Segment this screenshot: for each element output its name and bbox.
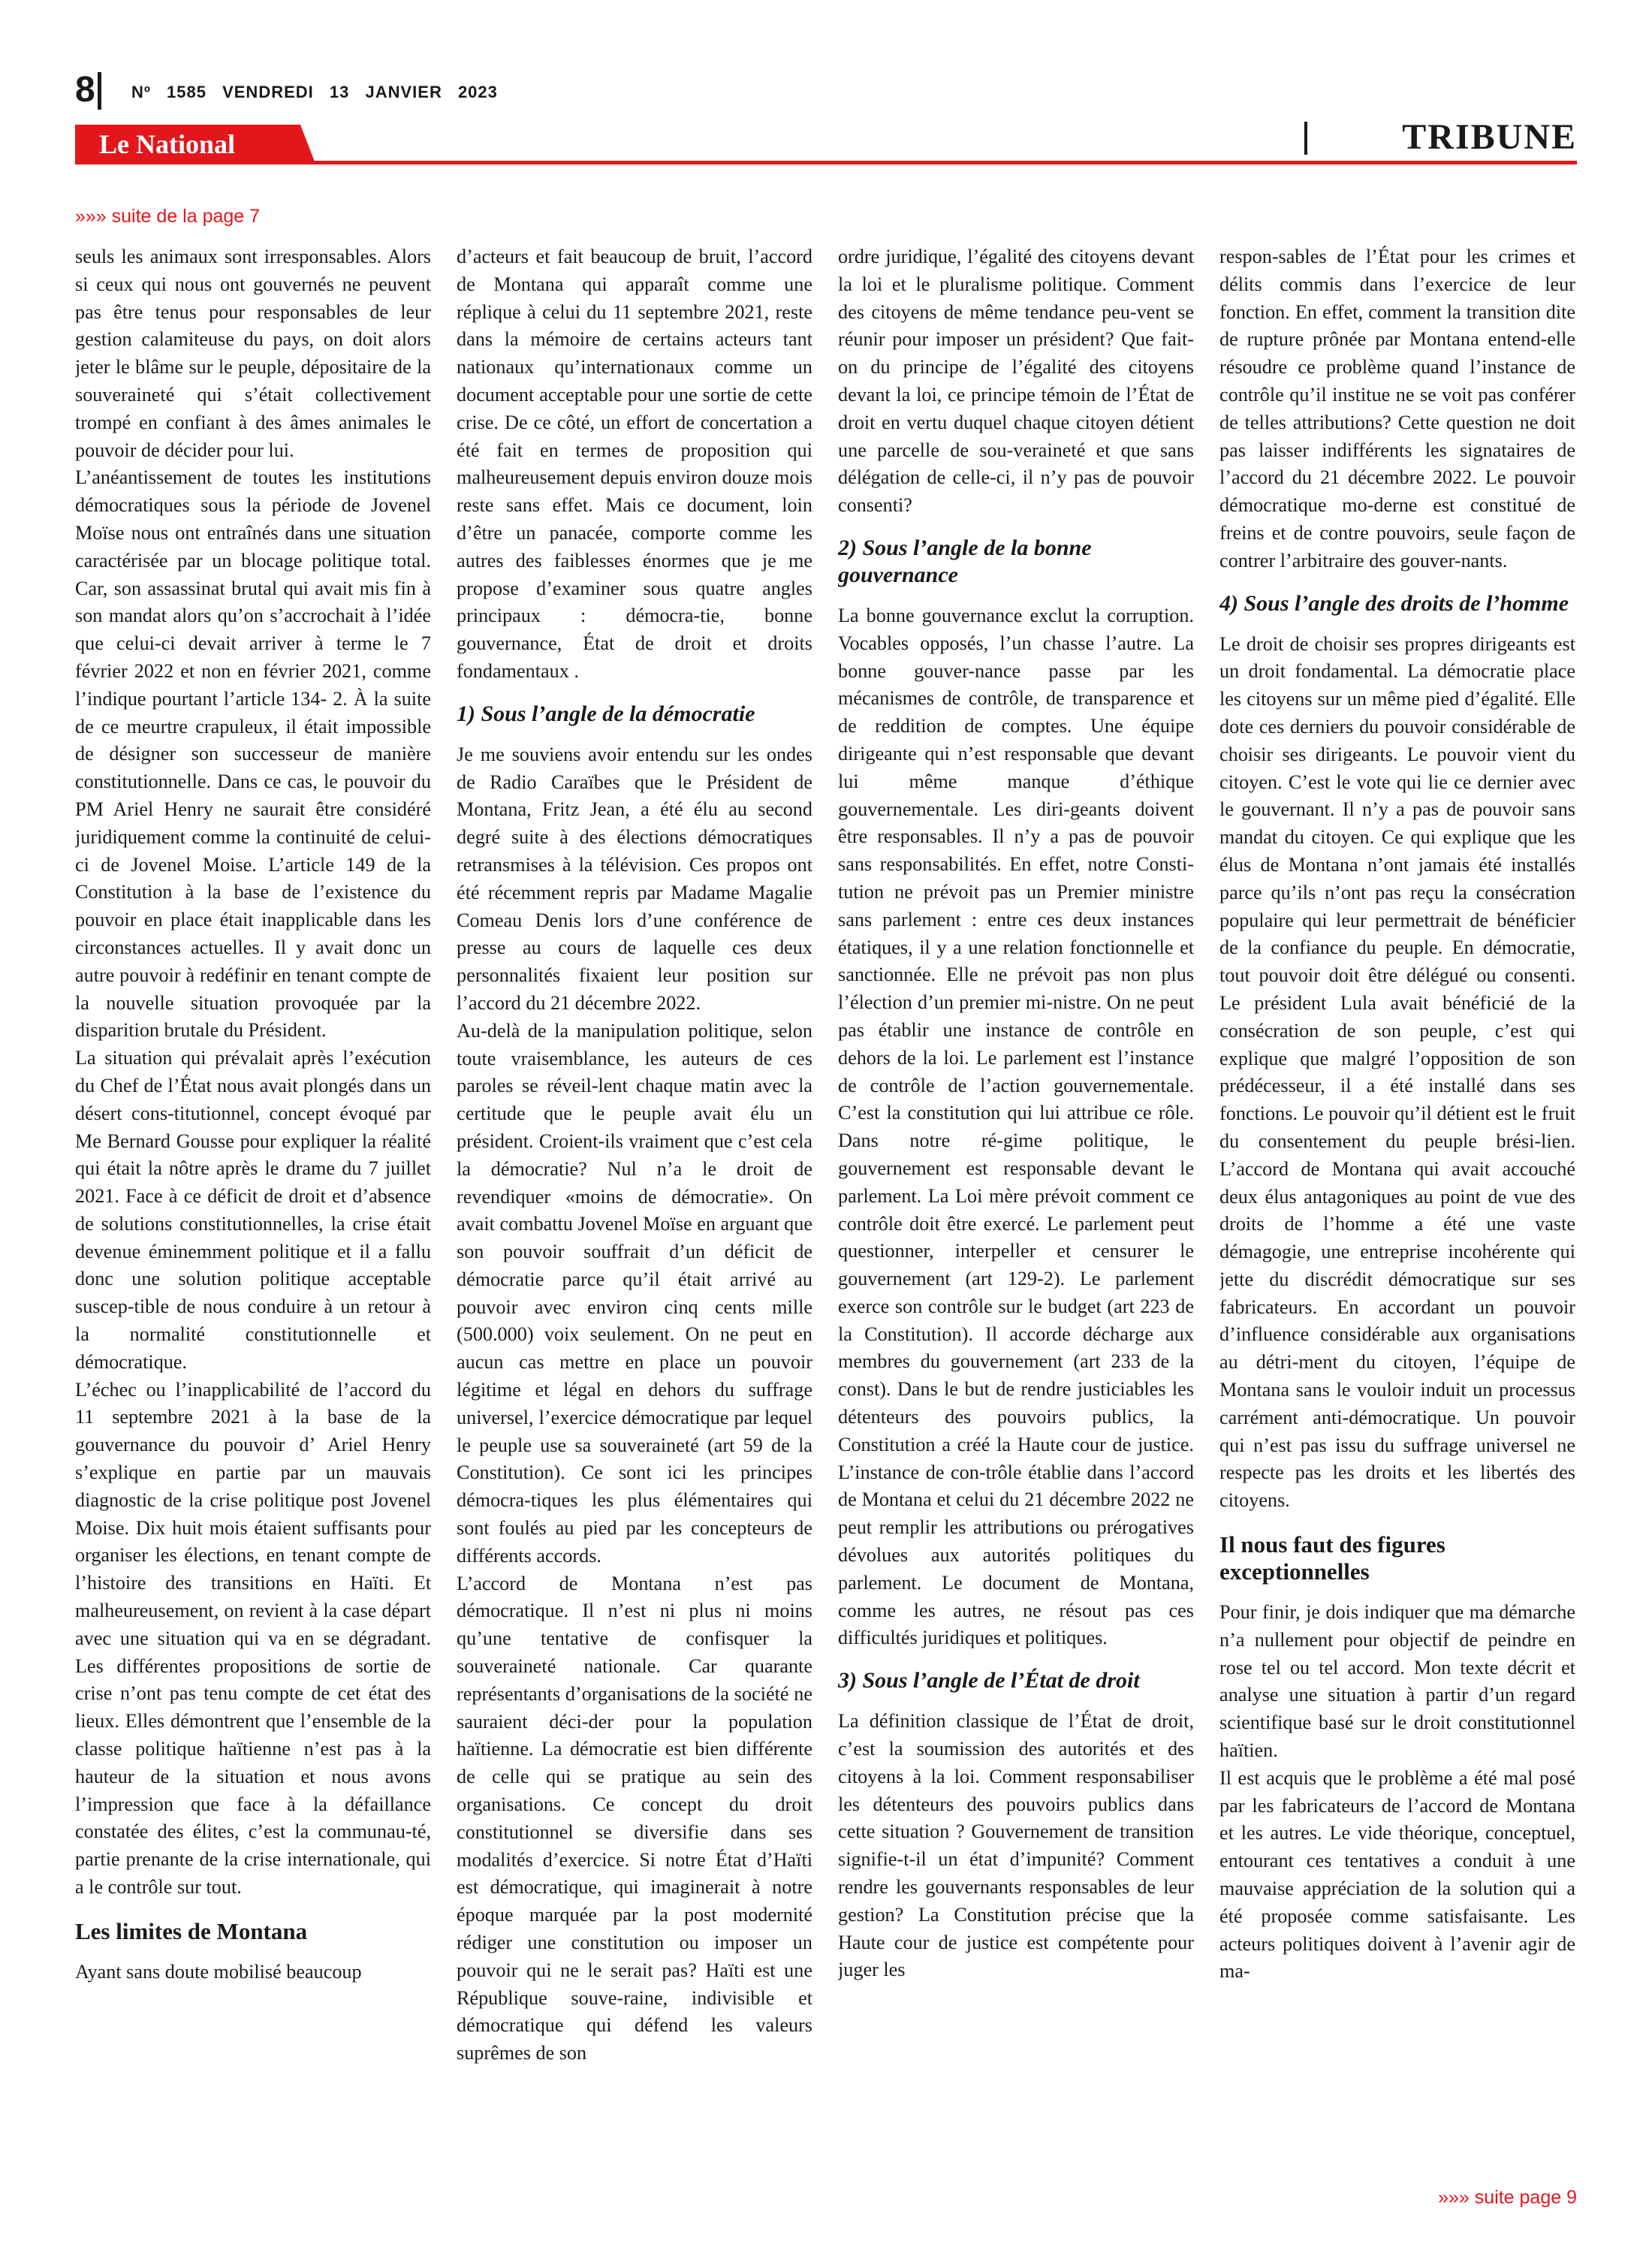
subheading-democratie: 1) Sous l’angle de la démocratie xyxy=(457,701,755,726)
page-number-divider xyxy=(98,72,101,110)
column-2 xyxy=(457,243,812,2166)
header-rule xyxy=(75,161,1577,164)
paragraph: L’échec ou l’inapplicabilité de l’accord du 11 septembre 2021 à la base de la gouvernance du pouvoir d’ Ariel Henry s’explique en partie par un mauvais diagnostic de la crise politique post Jovenel Moise. Dix huit mois étaient suffisants pour organiser les élections, en tenant compte de l’histoire des transitions en Haïti. Et malheureusement, on revient à la case départ avec une situation qui va en se dégradant. Les différentes propositions de sortie de crise n’ont pas tenu compte de cet état des lieux. Elles démontrent que l’ensemble de la classe politique haïtienne n’est pas à la hauteur de la situation et nous avons l’impression que face à la défaillance constatée des élites, c’est la communau-té, partie prenante de la crise internationale, qui a le contrôle sur tout. xyxy=(75,1378,431,1899)
paragraph: Au-delà de la manipulation politique, selon toute vraisemblance, les auteurs de ces paroles se réveil-lent chaque matin avec la certitude que le peuple avait élu un président. Croient-ils vraiment que c’est cela la démocratie? Nul n’a le droit de revendiquer «moins de démocratie». On avait combattu Jovenel Moïse en arguant que son pouvoir souffrait d’un déficit de démocratie parce qu’il était arrivé au pouvoir avec environ cinq cents mille (500.000) voix seulement. On ne peut en aucun cas mettre en place un pouvoir légitime et légal en dehors du suffrage universel, l’exercice démocratique par lequel le peuple use sa souveraineté (art 59 de la Constitution). Ce sont ici les principes démocra-tiques les plus élémentaires qui sont foulés au pied par les concepteurs de différents accords. xyxy=(457,1019,812,1567)
issue-dateline: Nº 1585 VENDREDI 13 JANVIER 2023 xyxy=(131,83,498,101)
paragraph: Il est acquis que le problème a été mal posé par les fabricateurs de l’accord de Montana et les autres. Le vide théorique, conceptuel, entourant ces tentatives a conduit à une mauvaise appréciation de la solution qui a été proposée comme satisfaisante. Les acteurs politiques doivent à l’avenir agir de ma- xyxy=(1219,1766,1575,1983)
paragraph: ordre juridique, l’égalité des citoyens devant la loi et le pluralisme politique. Comment des citoyens de même tendance peu-vent se réunir pour imposer un président? Que fait-on du principe de l’égalité des citoyens devant la loi, ce principe témoin de l’État de droit en vertu duquel chaque citoyen détient une parcelle de sou-veraineté et que sans délégation de celle-ci, il n’y pas de pouvoir consenti? xyxy=(838,246,1194,517)
subheading-limites-montana: Les limites de Montana xyxy=(75,1917,308,1944)
subheading-bonne-gouvernance: 2) Sous l’angle de la bonne gouvernance xyxy=(838,535,1092,587)
paragraph: d’acteurs et fait beaucoup de bruit, l’accord de Montana qui apparaît comme une réplique à celui du 11 septembre 2021, reste dans la mémoire de certains acteurs tant nationaux qu’internationaux comme un document acceptable pour une sortie de cette crise. De ce côté, un effort de concertation a été fait en termes de proposition qui malheureusement depuis environ douze mois reste sans effet. Mais ce document, loin d’être un panacée, comporte comme les autres des faiblesses énormes que je me propose d’examiner sous quatre angles principaux : démocra-tie, bonne gouvernance, État de droit et droits fondamentaux . xyxy=(457,246,812,682)
section-title: TRIBUNE xyxy=(1402,117,1577,157)
paragraph: L’anéantissement de toutes les institutions démocratiques sous la période de Jovenel Moïse nous ont entraînés dans une situation caractérisée par un blocage politique total. Car, son assassinat brutal qui avait mis fin à son mandat alors qu’on s’accrochait à l’idée que celui-ci devait arriver à terme le 7 février 2022 et non en février 2021, comme l’indique pourtant l’article 134- 2. À la suite de ce meurtre crapuleux, il était impossible de désigner son successeur de manière constitutionnelle. Dans ce cas, le pouvoir du PM Ariel Henry ne saurait être considéré juridiquement comme la continuité de celui-ci de Jovenel Moise. L’article 149 de la Constitution à la base de l’existence du pouvoir en place était inapplicable dans les circonstances actuelles. Il y avait donc un autre pouvoir à redéfinir en tenant compte de la nouvelle situation provoquée par la disparition brutale du Président. xyxy=(75,466,431,1042)
column-1 xyxy=(75,243,431,2166)
paragraph: La situation qui prévalait après l’exécution du Chef de l’État nous avait plongés dans un désert cons-titutionnel, concept évoqué par Me Bernard Gousse pour expliquer la réalité qui était la nôtre après le drame du 7 juillet 2021. Face à ce déficit de droit et d’absence de solutions constitutionnelles, la crise était devenue éminemment politique et il a fallu donc une solution politique acceptable suscep-tible de nous conduire à un retour à la normalité constitutionnelle et démocratique. xyxy=(75,1047,431,1373)
subheading-etat-de-droit: 3) Sous l’angle de l’État de droit xyxy=(838,1668,1140,1694)
continued-from-label: »»» suite de la page 7 xyxy=(75,206,261,227)
paragraph: La bonne gouvernance exclut la corruption. Vocables opposés, l’un chasse l’autre. La bonne gouver-nance passe par les mécanismes de contrôle, de transparence et de reddition de comptes. Une équipe dirigeante qui n’est responsable que devant lui même manque d’éthique gouvernementale. Les diri-geants doivent être responsables. Il n’y a pas de pouvoir sans responsabilités. En effet, notre Consti-tution ne prévoit pas un Premier ministre sans parlement : entre ces deux instances étatiques, il y a une relation fonctionnelle et sanctionnée. Elle ne prévoit pas non plus l’élection d’un premier mi-nistre. On ne peut pas établir une instance de contrôle en dehors de la loi. Le parlement est l’instance de contrôle de l’action gouvernementale. C’est la constitution qui lui attribue ce rôle. Dans notre ré-gime politique, le gouvernement est responsable devant le parlement. La Loi mère prévoit comment ce contrôle doit être exercé. Le parlement peut questionner, interpeller et censurer le gouvernement (art 129-2). Le parlement exerce son contrôle sur le budget (art 223 de la Constitution). Il accorde décharge aux membres du gouvernement (art 233 de la const). Dans le but de rendre justiciables les détenteurs des pouvoirs publics, la Constitution a créé la Haute cour de justice. L’instance de con-trôle établie dans l’accord de Montana et celui du 21 décembre 2022 ne peut remplir les attributions ou prérogatives dévolues aux autorités politiques du parlement. Le document de Montana, comme les autres, ne résout pas ces difficultés juridiques et politiques. xyxy=(838,604,1194,1649)
paragraph: Pour finir, je dois indiquer que ma démarche n’a nullement pour objectif de peindre en rose tel ou tel accord. Mon texte décrit et analyse une situation à partir d’un regard scientifique basé sur le droit constitutionnel haïtien. xyxy=(1219,1601,1575,1762)
section-divider xyxy=(1304,122,1307,155)
paragraph: L’accord de Montana n’est pas démocratique. Il n’est ni plus ni moins qu’une tentative de confisquer la souveraineté nationale. Car quarante représentants d’organisations de la société ne sauraient déci-der pour la population haïtienne. La démocratie est bien différente de celle qui se pratique au sein des organisations. Ce concept du droit constitutionnel se diversifie dans ses modalités d’exercice. Si notre État d’Haïti est démocratique, qui imaginerait à notre époque marquée par la post modernité rédiger une constitution ou imposer un pouvoir qui ne le serait pas? Haïti est une République souve-raine, indivisible et démocratique qui défend les valeurs suprêmes de son xyxy=(457,1572,812,2064)
column-3 xyxy=(838,243,1194,2166)
subheading-figures-exceptionnelles: Il nous faut des figures exceptionnelles xyxy=(1219,1531,1446,1585)
paragraph: respon-sables de l’État pour les crimes et délits commis dans l’exercice de leur fonction. En effet, comment la transition dite de rupture prônée par Montana entend-elle résoudre ce problème quand l’instance de contrôle qu’il institue ne se voit pas conférer de telles attributions? Cette question ne doit pas laisser indifférents les signataires de l’accord du 21 décembre 2022. Le pouvoir démocratique mo-derne est constitué de freins et de contre pouvoirs, seule façon de contrer l’arbitraire des gouver-nants. xyxy=(1219,246,1575,572)
page-number: 8 xyxy=(75,70,95,110)
paragraph: Ayant sans doute mobilisé beaucoup xyxy=(75,1960,362,1983)
continued-to-label: »»» suite page 9 xyxy=(1438,2187,1577,2208)
column-4 xyxy=(1219,243,1575,2166)
paragraph: La définition classique de l’État de droit, c’est la soumission des autorités et des citoyens à la loi. Comment responsabiliser les détenteurs des pouvoirs publics dans cette situation ? Gouvernement de transition signifie-t-il un état d’impunité? Comment rendre les gouvernants responsables de leur gestion? La Constitution précise que la Haute cour de justice est compétente pour juger les xyxy=(838,1710,1194,1981)
paragraph: Le droit de choisir ses propres dirigeants est un droit fondamental. La démocratie place les citoyens sur un même pied d’égalité. Elle dote ces derniers du pouvoir considérable de choisir ses dirigeants. Le pouvoir vient du citoyen. C’est le vote qui lie ce dernier avec le gouvernant. Il n’y a pas de pouvoir sans mandat du citoyen. Ce qui explique que les élus de Montana n’ont jamais été installés parce qu’ils n’ont pas reçu la consécration populaire qui leur permettrait de bénéficier de la confiance du peuple. En démocratie, tout pouvoir doit être délégué ou consenti. Le président Lula avait bénéficié de la consécration de son peuple, c’est qui explique que malgré l’opposition de son prédécesseur, il a été installé dans ses fonctions. Le pouvoir qu’il détient est le fruit du consentement du peuple brési-lien. L’accord de Montana qui avait accouché deux élus antagoniques au point de vue des droits de l’homme a été une vaste démagogie, une entreprise incohérente qui jette du discrédit démocratique sur ses fabricateurs. En accordant un pouvoir d’influence considérable aux organisations au détri-ment du citoyen, l’équipe de Montana sans le vouloir induit un processus carrément anti-démocratique. Un pouvoir qui n’est pas issu du suffrage universel ne respecte pas les droits et les libertés des citoyens. xyxy=(1219,632,1575,1512)
paragraph: seuls les animaux sont irresponsables. Alors si ceux qui nous ont gouvernés ne peuvent pas être tenus pour responsables de leur gestion calamiteuse du pays, on doit alors jeter le blâme sur le peuple, dépositaire de la souveraineté qui s’était collectivement trompé en confiant à des âmes animales le pouvoir de décider pour lui. xyxy=(75,246,431,461)
subheading-droits-homme: 4) Sous l’angle des droits de l’homme xyxy=(1219,590,1569,616)
newspaper-logo: Le National xyxy=(99,129,236,159)
paragraph: Je me souviens avoir entendu sur les ondes de Radio Caraïbes que le Président de Montana, Fritz Jean, a été élu au second degré suite à des élections démocratiques retransmises à la télévision. Ces propos ont été récemment repris par Madame Magalie Comeau Denis lors d’une conférence de presse au cours de laquelle ces deux personnalités fixaient leur position sur l’accord du 21 décembre 2022. xyxy=(457,743,812,1014)
masthead xyxy=(75,69,1577,182)
